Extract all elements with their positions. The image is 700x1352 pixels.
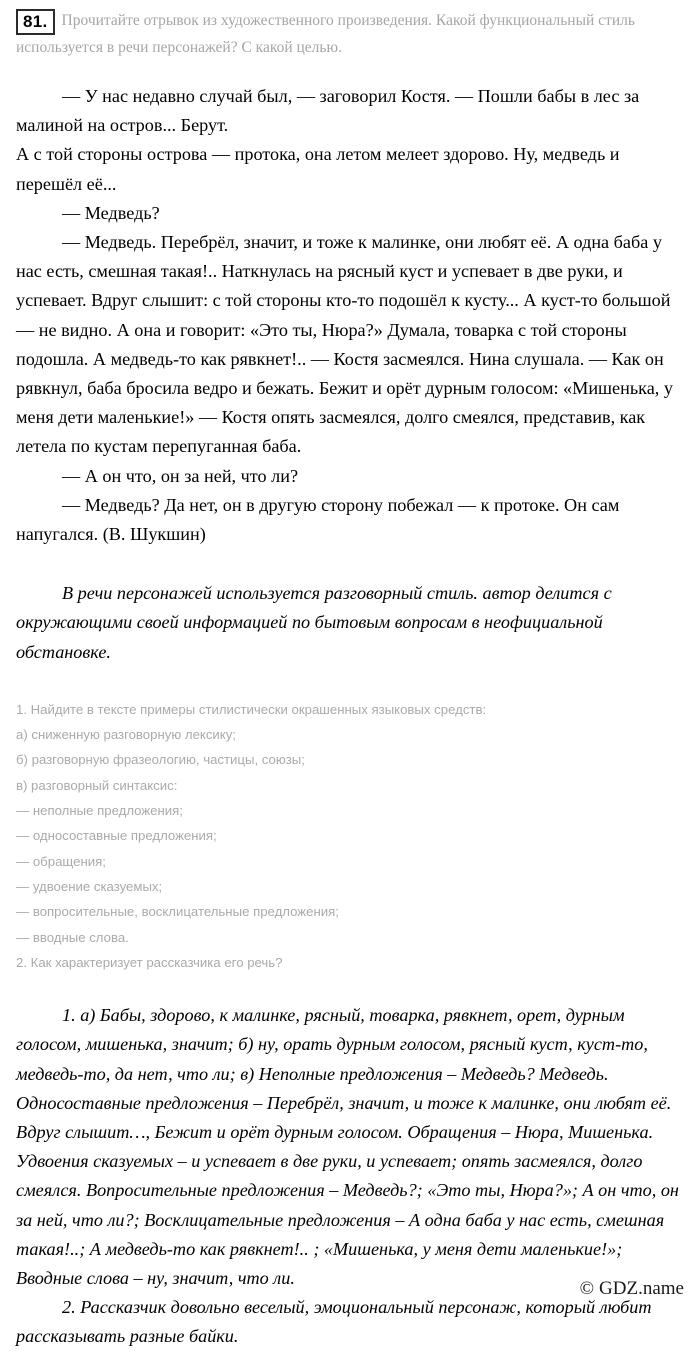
excerpt-paragraph: — Медведь. Перебрёл, значит, и тоже к малинке, они любят её. А одна баба у нас есть, смешная такая!.. Наткнулась на рясный куст и успевает в две руки, и успевает. Вдруг слышит: с той стороны кто-то подошёл к кусту... А куст-то большой — не видно. А она и говорит: «Это ты, Нюра?» Думала, товарка с той стороны подошла. А медведь-то как рявкнет!.. — Костя засмеялся. Нина слушала. — Как он рявкнул, баба бросила ведро и бежать. Бежит и орёт дурным голосом: «Мишенька, у меня дети маленькие!» — Костя опять засмеялся, долго смеялся, представив, как летела по кустам перепуганная баба. xyxy=(16,232,673,457)
task-line: — удвоение сказуемых; xyxy=(16,878,163,894)
excerpt-paragraph: — Медведь? xyxy=(62,202,160,223)
excerpt-paragraph: — Медведь? Да нет, он в другую сторону побежал — к протоке. Он сам напугался. (В. Шукшин) xyxy=(16,494,620,545)
excerpt-paragraph: — У нас недавно случай был, — заговорил Костя. — Пошли бабы в лес за малиной на остров... Берут. xyxy=(16,86,640,136)
excerpt-paragraph: — А он что, он за ней, что ли? xyxy=(62,465,299,486)
task-line: в) разговорный синтаксис: xyxy=(16,777,178,793)
task-line: — неполные предложения; xyxy=(16,803,183,819)
task-line: 1. Найдите в тексте примеры стилистически окрашенных языковых средств: xyxy=(16,701,487,717)
exercise-header xyxy=(16,0,686,60)
task-line: — вопросительные, восклицательные предложения; xyxy=(16,904,339,920)
task-line: а) сниженную разговорную лексику; xyxy=(16,727,236,743)
exercise-number-badge: 81. xyxy=(16,9,55,35)
answer-item-1: 1. а) Бабы, здорово, к малинке, рясный, товарка, рявкнет, орет, дурным голосом, мишенька, значит; б) ну, орать дурным голосом, рясный куст, куст-то, медведь-то, да нет, что ли; в) Неполные предложения – Медведь? Медведь. Односоставные предложения – Перебрёл, значит, и тоже к малинке, они любят её. Вдруг слышит…, Бежит и орёт дурным голосом. Обращения – Нюра, Мишенька. Удвоения сказуемых – и успевает в две руки, и успевает; опять засмеялся, долго смеялся. Вопросительные предложения – Медведь?; «Это ты, Нюра?»; А он что, он за ней, что ли?; Восклицательные предложения – А одна баба у нас есть, смешная такая!..; А медведь-то как рявкнет!.. ; «Мишенька, у меня дети маленькие!»; Вводные слова – ну, значит, что ли. xyxy=(16,1005,679,1288)
style-answer xyxy=(16,579,686,667)
task-line: 2. Как характеризует рассказчика его речь? xyxy=(16,954,283,970)
task-line: — односоставные предложения; xyxy=(16,828,217,844)
style-answer-text: В речи персонажей используется разговорный стиль. автор делится с окружающими своей информацией по бытовым вопросам в неофициальной обстановке. xyxy=(16,583,612,662)
exercise-instruction: Прочитайте отрывок из художественного произведения. Какой функциональный стиль используется в речи персонажей? С какой целью. xyxy=(16,12,635,56)
answer-item-2: 2. Рассказчик довольно веселый, эмоциональный персонаж, который любит рассказывать разные байки. xyxy=(16,1297,652,1347)
copyright-icon: © xyxy=(579,1278,595,1299)
watermark-text: GDZ.name xyxy=(599,1278,684,1299)
task-line: — обращения; xyxy=(16,853,106,869)
task-list xyxy=(16,697,686,975)
watermark xyxy=(580,1278,684,1300)
task-line: — вводные слова. xyxy=(16,929,129,945)
excerpt-text xyxy=(16,82,686,549)
task-line: б) разговорную фразеологию, частицы, союзы; xyxy=(16,752,305,768)
excerpt-paragraph: А с той стороны острова — протока, она летом мелеет здорово. Ну, медведь и перешёл её... xyxy=(16,144,620,194)
